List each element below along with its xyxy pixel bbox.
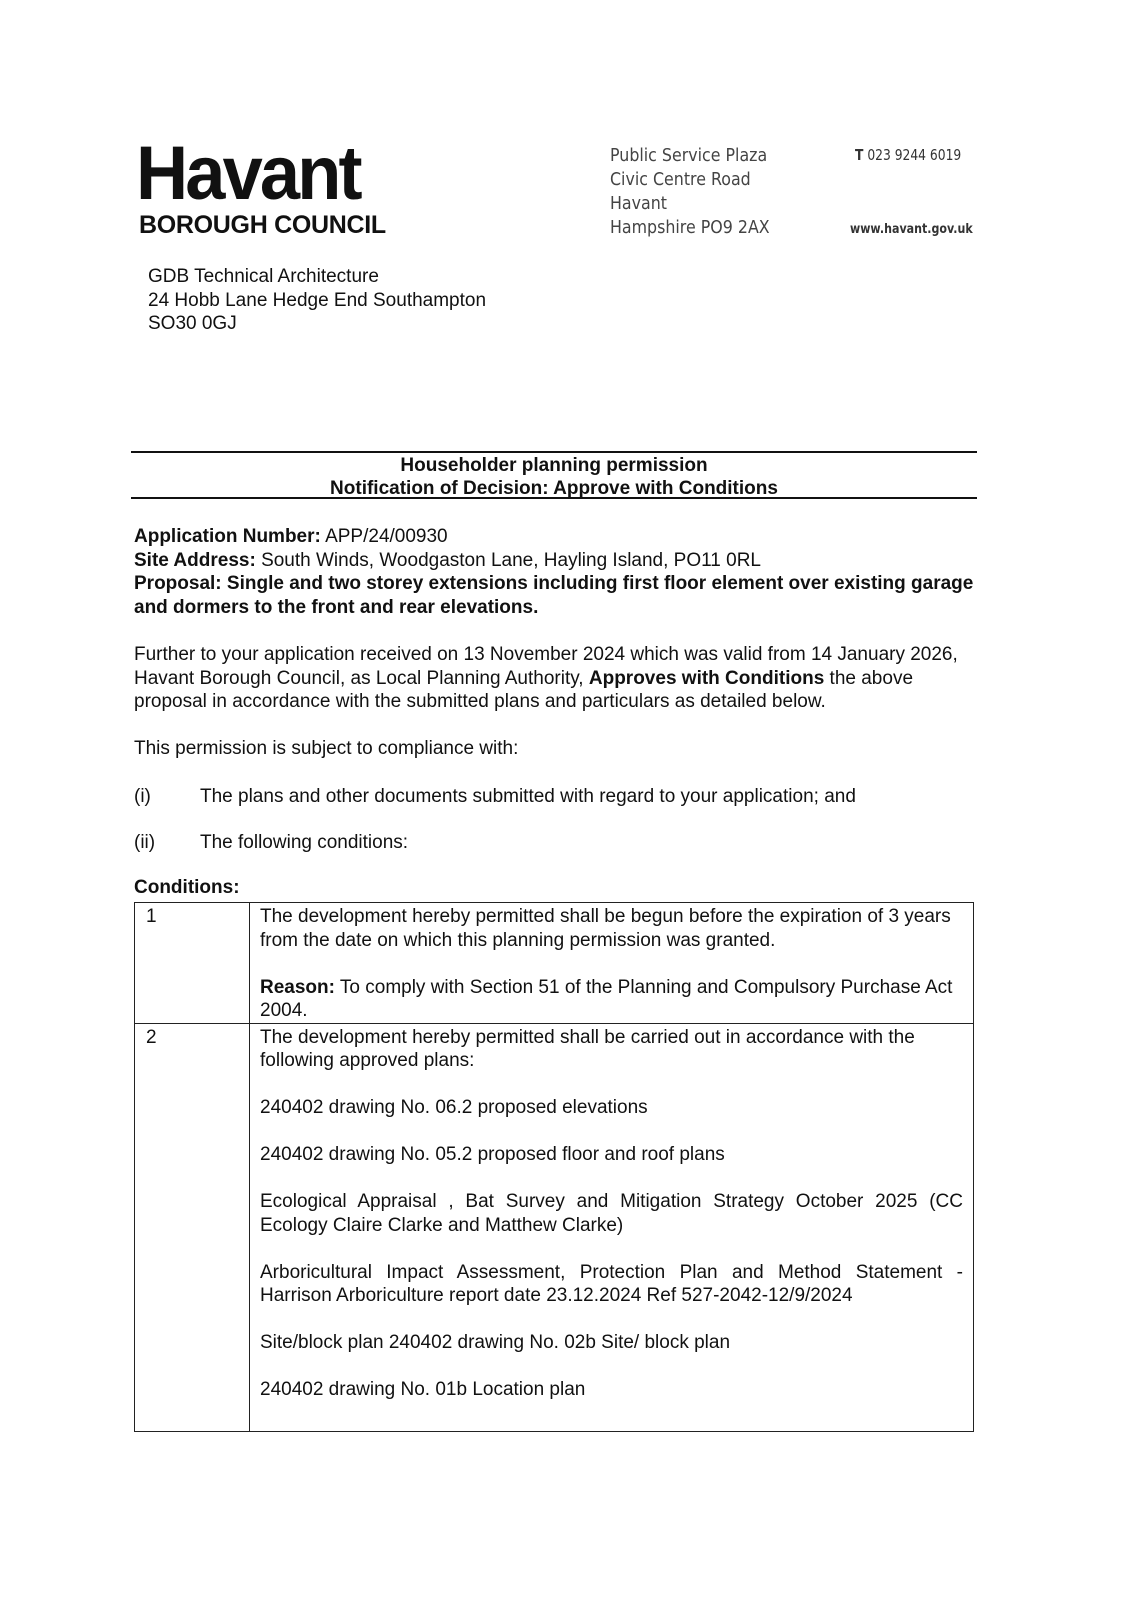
phone-prefix: T — [855, 146, 864, 164]
condition-text — [250, 903, 974, 1024]
decision-title — [131, 451, 977, 499]
conditions-heading: Conditions: — [134, 877, 240, 898]
approved-plan: Site/block plan 240402 drawing No. 02b Site/ block plan — [260, 1332, 731, 1353]
approved-plan: Ecological Appraisal , Bat Survey and Mitigation Strategy October 2025 (CC Ecology Claire Clarke and Matthew Clarke) — [260, 1191, 963, 1236]
table-row — [135, 903, 974, 1024]
title-line: Householder planning permission — [400, 455, 708, 476]
application-details — [134, 525, 976, 619]
list-text: The following conditions: — [200, 832, 409, 853]
recipient-line: SO30 0GJ — [148, 313, 237, 334]
condition-reason — [260, 976, 963, 1023]
text: Further to your application received on 13 November 2024 which was valid from 14 January 2026, Havant Borough Council, as Local Planning Authority, — [134, 644, 958, 689]
label: Site Address: — [134, 549, 256, 571]
approved-plan: 240402 drawing No. 06.2 proposed elevations — [260, 1097, 648, 1118]
phone — [855, 144, 961, 168]
label: Proposal: — [134, 573, 222, 594]
recipient-address — [148, 265, 486, 336]
proposal: Single and two storey extensions including first floor element over existing garage and dormers to the front and rear elevations. — [134, 573, 974, 618]
table-row — [135, 1023, 974, 1431]
conditions-table — [134, 902, 974, 1432]
recipient-line: 24 Hobb Lane Hedge End Southampton — [148, 289, 487, 311]
address-line: Havant — [610, 193, 667, 214]
condition-body: The development hereby permitted shall be carried out in accordance with the following approved plans: — [260, 1026, 915, 1071]
list-text: The plans and other documents submitted with regard to your application; and — [200, 786, 856, 807]
list-num: (i) — [134, 786, 151, 807]
address-line: Public Service Plaza — [610, 145, 768, 166]
label: Reason: — [260, 976, 335, 998]
approved-plan: Arboricultural Impact Assessment, Protection Plan and Method Statement - Harrison Arboriculture report date 23.12.2024 Ref 527-2042-12/9/2024 — [260, 1261, 963, 1306]
label: Application Number: — [134, 526, 321, 547]
reason: To comply with Section 51 of the Planning and Compulsory Purchase Act 2004. — [260, 976, 953, 1021]
condition-body: The development hereby permitted shall be begun before the expiration of 3 years from the date on which this planning permission was granted. — [260, 906, 951, 951]
list-num: (ii) — [134, 832, 156, 853]
approved-plan: 240402 drawing No. 01b Location plan — [260, 1379, 586, 1400]
subject-line: This permission is subject to compliance with: — [134, 738, 519, 759]
decision-paragraph — [134, 643, 976, 714]
council-logo: Havant — [136, 131, 360, 216]
recipient-line: GDB Technical Architecture — [148, 266, 379, 287]
approved-plan: 240402 drawing No. 05.2 proposed floor and roof plans — [260, 1144, 725, 1165]
title-line: Notification of Decision: Approve with Conditions — [330, 478, 778, 499]
council-address — [610, 144, 770, 240]
council-logo-subtitle: BOROUGH COUNCIL — [139, 211, 386, 239]
phone-number: 023 9244 6019 — [867, 146, 962, 164]
decision: Approves with Conditions — [588, 667, 825, 689]
website-link[interactable]: www.havant.gov.uk — [850, 222, 973, 237]
text: the above proposal in accordance with the submitted plans and particulars as detailed below. — [134, 667, 914, 712]
condition-number: 1 — [135, 903, 250, 1024]
site-address: South Winds, Woodgaston Lane, Hayling Island, PO11 0RL — [261, 549, 761, 571]
address-line: Hampshire PO9 2AX — [610, 217, 770, 238]
address-line: Civic Centre Road — [610, 169, 751, 190]
condition-number: 2 — [135, 1023, 250, 1431]
condition-text — [250, 1023, 974, 1431]
application-number: APP/24/00930 — [325, 526, 448, 547]
